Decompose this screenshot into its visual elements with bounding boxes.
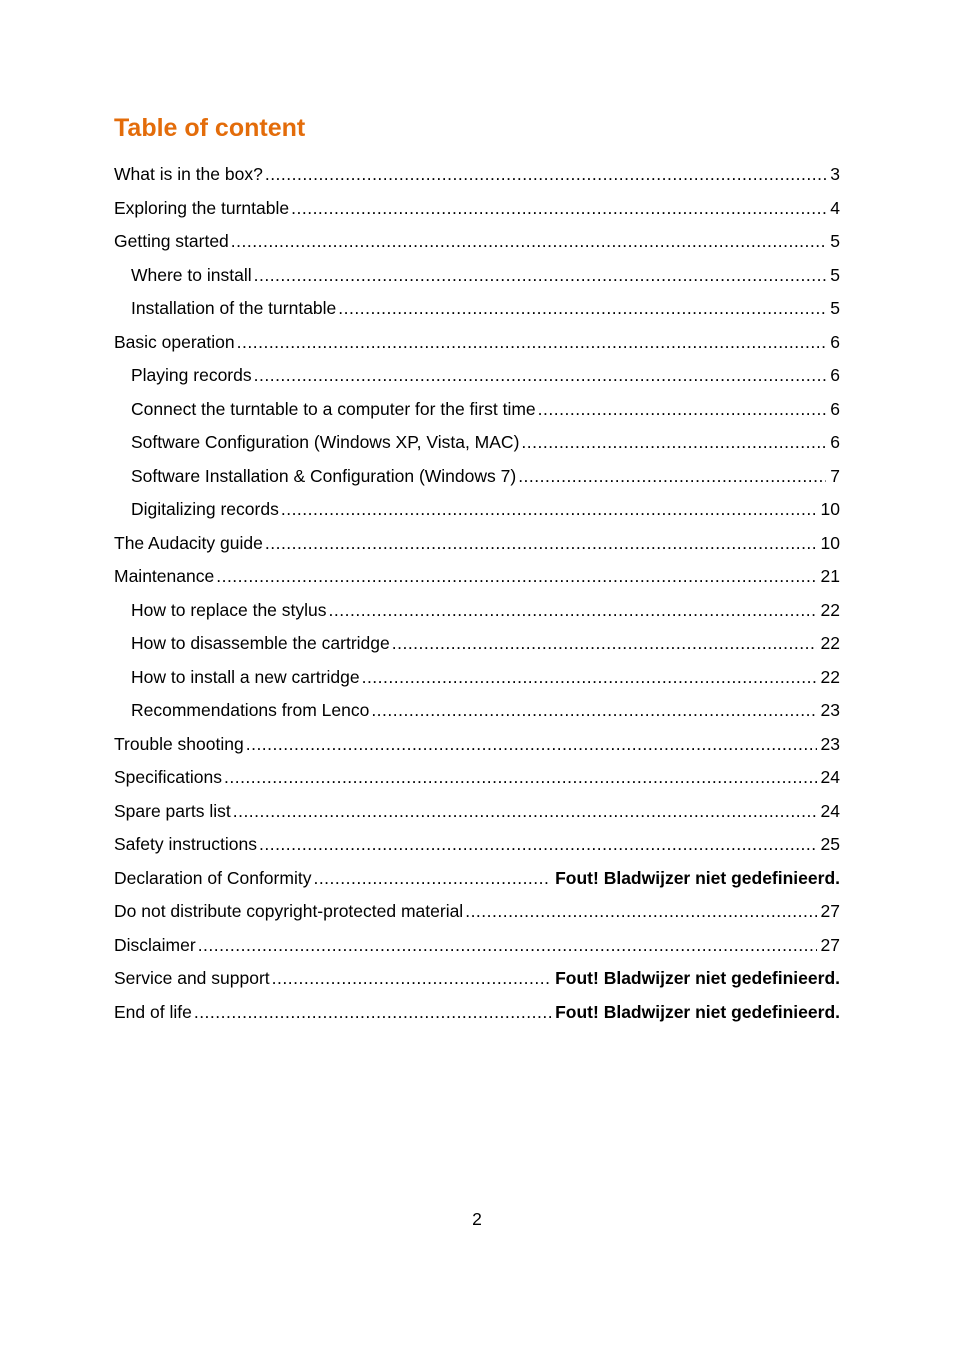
dot-leader	[538, 393, 827, 427]
toc-entry-label: How to install a new cartridge	[131, 666, 360, 687]
toc-entry-page: 27	[820, 934, 840, 955]
toc-entry-page: 5	[830, 231, 840, 251]
dot-leader	[254, 259, 827, 293]
dot-leader	[291, 192, 826, 226]
toc-entry-label: Getting started	[114, 231, 229, 251]
toc-entry-label: How to replace the stylus	[131, 599, 327, 620]
dot-leader	[224, 761, 817, 795]
toc-entry-page: 21	[820, 566, 840, 586]
toc-entry[interactable]	[114, 192, 840, 226]
page-number: 2	[472, 1209, 482, 1229]
toc-entry-label: Where to install	[131, 264, 252, 285]
toc-subentry[interactable]	[114, 493, 840, 527]
toc-entry-page: 6	[830, 331, 840, 352]
toc-entry-label: Playing records	[131, 365, 252, 385]
dot-leader	[272, 962, 551, 996]
toc-entry[interactable]	[114, 895, 840, 929]
toc-entry[interactable]	[114, 225, 840, 259]
toc-entry-page-error: Fout! Bladwijzer niet gedefinieerd.	[555, 867, 840, 888]
toc-entry-page: 22	[820, 666, 840, 687]
dot-leader	[392, 627, 817, 661]
toc-entry[interactable]	[114, 929, 840, 963]
toc-entry-page: 6	[830, 398, 840, 419]
dot-leader	[198, 929, 817, 963]
toc-subentry[interactable]	[114, 426, 840, 460]
toc-entry-label: Maintenance	[114, 566, 215, 586]
dot-leader	[265, 158, 826, 192]
toc-entry-label: Disclaimer	[114, 934, 196, 955]
toc-entry-label: Installation of the turntable	[131, 298, 337, 318]
toc-subentry[interactable]	[114, 359, 840, 393]
toc-entry-label: Software Configuration (Windows XP, Vista, MAC)	[131, 432, 520, 452]
toc-entry-label: How to disassemble the cartridge	[131, 633, 390, 653]
dot-leader	[246, 728, 817, 762]
dot-leader	[265, 527, 817, 561]
toc-entry[interactable]	[114, 795, 840, 829]
toc-entry-page: 22	[820, 599, 840, 620]
dot-leader	[465, 895, 816, 929]
toc-entry[interactable]	[114, 962, 840, 996]
toc-entry-label: Specifications	[114, 767, 222, 787]
toc-entry-page: 6	[830, 365, 840, 385]
dot-leader	[194, 996, 551, 1030]
toc-entry-label: Software Installation & Configuration (Windows 7)	[131, 465, 517, 486]
dot-leader	[216, 560, 816, 594]
toc-entry-label: What is in the box?	[114, 164, 263, 184]
dot-leader	[237, 326, 827, 360]
toc-entry[interactable]	[114, 828, 840, 862]
toc-entry-label: Connect the turntable to a computer for the first time	[131, 398, 536, 419]
dot-leader	[259, 828, 817, 862]
toc-title: Table of content	[114, 114, 306, 142]
dot-leader	[281, 493, 817, 527]
toc-entry-label: Exploring the turntable	[114, 197, 290, 218]
toc-entry-page: 25	[820, 834, 840, 854]
toc-entry-page: 5	[830, 264, 840, 285]
toc-entry-label: Do not distribute copyright-protected material	[114, 901, 464, 921]
toc-entry-page: 6	[830, 432, 840, 452]
toc-entry-page: 4	[830, 197, 840, 218]
toc-entry-label: Declaration of Conformity	[114, 867, 312, 888]
toc-entry-page-error: Fout! Bladwijzer niet gedefinieerd.	[555, 968, 840, 988]
toc-entry[interactable]	[114, 527, 840, 561]
toc-subentry[interactable]	[114, 292, 840, 326]
toc-subentry[interactable]	[114, 661, 840, 695]
toc-entry-page: 10	[820, 532, 840, 553]
toc-entry-page: 27	[820, 901, 840, 921]
toc-subentry[interactable]	[114, 393, 840, 427]
toc-subentry[interactable]	[114, 259, 840, 293]
toc-entry-page: 22	[820, 633, 840, 653]
toc-subentry[interactable]	[114, 694, 840, 728]
toc-entry[interactable]	[114, 326, 840, 360]
toc-entry[interactable]	[114, 761, 840, 795]
toc-entry-label: End of life	[114, 1001, 192, 1022]
toc-subentry[interactable]	[114, 460, 840, 494]
toc-entry-page: 23	[820, 733, 840, 754]
toc-entry-label: Recommendations from Lenco	[131, 700, 370, 720]
toc-entry-label: Basic operation	[114, 331, 235, 352]
dot-leader	[313, 862, 551, 896]
toc-entry-page-error: Fout! Bladwijzer niet gedefinieerd.	[555, 1001, 840, 1022]
toc-entry[interactable]	[114, 996, 840, 1030]
dot-leader	[231, 225, 826, 259]
toc-entry-page: 3	[830, 164, 840, 184]
dot-leader	[329, 594, 817, 628]
dot-leader	[233, 795, 817, 829]
dot-leader	[371, 694, 816, 728]
toc-entry-label: Spare parts list	[114, 800, 231, 821]
toc-entry-label: Safety instructions	[114, 834, 257, 854]
dot-leader	[362, 661, 817, 695]
toc-subentry[interactable]	[114, 594, 840, 628]
toc-entry-label: Service and support	[114, 968, 270, 988]
toc-entry-page: 7	[830, 465, 840, 486]
toc-list	[114, 158, 840, 1029]
dot-leader	[338, 292, 826, 326]
toc-entry[interactable]	[114, 728, 840, 762]
toc-entry[interactable]	[114, 560, 840, 594]
toc-entry-page: 23	[820, 700, 840, 720]
toc-entry-page: 24	[820, 800, 840, 821]
dot-leader	[521, 426, 826, 460]
dot-leader	[254, 359, 827, 393]
toc-subentry[interactable]	[114, 627, 840, 661]
toc-entry-label: The Audacity guide	[114, 532, 263, 553]
toc-entry-page: 10	[820, 499, 840, 519]
toc-entry[interactable]	[114, 158, 840, 192]
toc-entry[interactable]	[114, 862, 840, 896]
toc-entry-page: 24	[820, 767, 840, 787]
dot-leader	[518, 460, 826, 494]
toc-entry-label: Digitalizing records	[131, 499, 279, 519]
toc-entry-label: Trouble shooting	[114, 733, 244, 754]
toc-entry-page: 5	[830, 298, 840, 318]
